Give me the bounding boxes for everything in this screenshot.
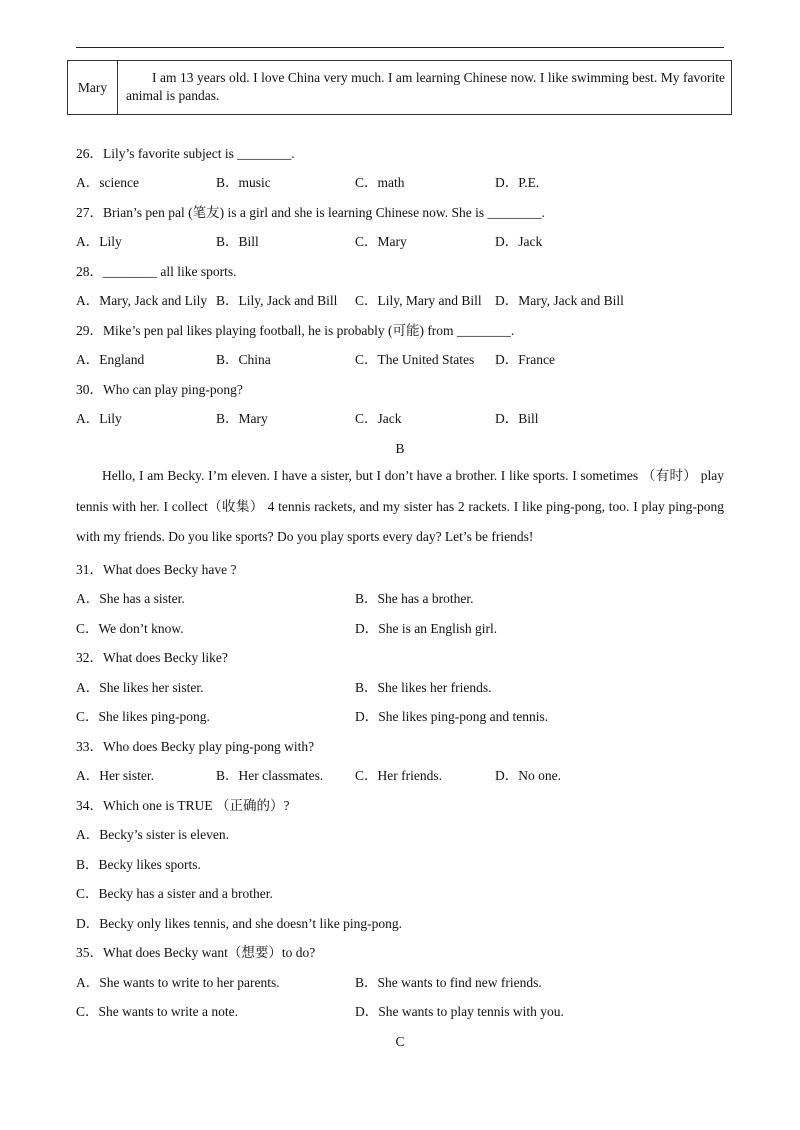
question-32: 32．What does Becky like? bbox=[76, 650, 228, 665]
question-34: 34．Which one is TRUE （正确的）? bbox=[76, 798, 290, 813]
option-33-d[interactable]: D．No one. bbox=[495, 768, 561, 783]
question-27: 27．Brian’s pen pal (笔友) is a girl and she is learning Chinese now. She is ________. bbox=[76, 205, 545, 220]
profile-text: I am 13 years old. I love China very much. I am learning Chinese now. I like swimming best. My favorite animal is pandas. bbox=[126, 69, 725, 103]
option-26-d[interactable]: D．P.E. bbox=[495, 175, 540, 190]
question-29: 29．Mike’s pen pal likes playing football, he is probably (可能) from ________. bbox=[76, 323, 515, 338]
option-28-d[interactable]: D．Mary, Jack and Bill bbox=[495, 293, 624, 308]
option-27-b[interactable]: B．Bill bbox=[216, 234, 259, 249]
option-32-b[interactable]: B．She likes her friends. bbox=[355, 680, 492, 695]
option-28-c[interactable]: C．Lily, Mary and Bill bbox=[355, 293, 482, 308]
option-33-a[interactable]: A．Her sister. bbox=[76, 768, 154, 783]
option-33-b[interactable]: B．Her classmates. bbox=[216, 768, 324, 783]
option-35-d[interactable]: D．She wants to play tennis with you. bbox=[355, 1004, 564, 1019]
option-34-c[interactable]: C．Becky has a sister and a brother. bbox=[76, 886, 273, 901]
pen-pal-table bbox=[67, 60, 732, 115]
option-31-c[interactable]: C．We don’t know. bbox=[76, 621, 184, 636]
option-31-a[interactable]: A．She has a sister. bbox=[76, 591, 185, 606]
section-b-passage: Hello, I am Becky. I’m eleven. I have a sister, but I don’t have a brother. I like sports. I sometimes （有时） play tennis with her. I collect（收集） 4 tennis rackets, and my sister has 2 rackets. I like ping-pong, too. I play ping-pong with my friends. Do you like sports? Do you play sports every day? Let’s be friends! bbox=[76, 468, 724, 544]
option-30-b[interactable]: B．Mary bbox=[216, 411, 268, 426]
option-32-d[interactable]: D．She likes ping-pong and tennis. bbox=[355, 709, 549, 724]
option-28-a[interactable]: A．Mary, Jack and Lily bbox=[76, 293, 208, 308]
question-26: 26．Lily’s favorite subject is ________. bbox=[76, 146, 295, 161]
option-32-a[interactable]: A．She likes her sister. bbox=[76, 680, 204, 695]
profile-name: Mary bbox=[68, 61, 118, 115]
question-28: 28．________ all like sports. bbox=[76, 264, 237, 279]
option-31-b[interactable]: B．She has a brother. bbox=[355, 591, 474, 606]
question-30: 30．Who can play ping-pong? bbox=[76, 382, 243, 397]
option-30-d[interactable]: D．Bill bbox=[495, 411, 539, 426]
option-31-d[interactable]: D．She is an English girl. bbox=[355, 621, 498, 636]
question-31: 31．What does Becky have ? bbox=[76, 562, 237, 577]
option-27-d[interactable]: D．Jack bbox=[495, 234, 543, 249]
question-35: 35．What does Becky want（想要）to do? bbox=[76, 945, 316, 960]
option-26-c[interactable]: C．math bbox=[355, 175, 405, 190]
option-26-b[interactable]: B．music bbox=[216, 175, 271, 190]
option-33-c[interactable]: C．Her friends. bbox=[355, 768, 442, 783]
section-b-heading: B bbox=[395, 441, 405, 456]
option-32-c[interactable]: C．She likes ping-pong. bbox=[76, 709, 210, 724]
option-35-b[interactable]: B．She wants to find new friends. bbox=[355, 975, 542, 990]
table-row bbox=[68, 61, 732, 115]
option-28-b[interactable]: B．Lily, Jack and Bill bbox=[216, 293, 338, 308]
option-29-d[interactable]: D．France bbox=[495, 352, 555, 367]
option-27-a[interactable]: A．Lily bbox=[76, 234, 122, 249]
option-30-c[interactable]: C．Jack bbox=[355, 411, 402, 426]
option-29-c[interactable]: C．The United States bbox=[355, 352, 475, 367]
option-26-a[interactable]: A．science bbox=[76, 175, 139, 190]
option-29-b[interactable]: B．China bbox=[216, 352, 271, 367]
question-33: 33．Who does Becky play ping-pong with? bbox=[76, 739, 315, 754]
section-c-heading: C bbox=[395, 1034, 405, 1049]
header-rule bbox=[76, 47, 724, 48]
option-34-d[interactable]: D．Becky only likes tennis, and she doesn’t like ping-pong. bbox=[76, 916, 402, 931]
option-34-a[interactable]: A．Becky’s sister is eleven. bbox=[76, 827, 229, 842]
option-30-a[interactable]: A．Lily bbox=[76, 411, 122, 426]
option-29-a[interactable]: A．England bbox=[76, 352, 145, 367]
option-35-a[interactable]: A．She wants to write to her parents. bbox=[76, 975, 280, 990]
option-27-c[interactable]: C．Mary bbox=[355, 234, 407, 249]
option-35-c[interactable]: C．She wants to write a note. bbox=[76, 1004, 238, 1019]
option-34-b[interactable]: B．Becky likes sports. bbox=[76, 857, 201, 872]
profile-description bbox=[118, 61, 732, 115]
